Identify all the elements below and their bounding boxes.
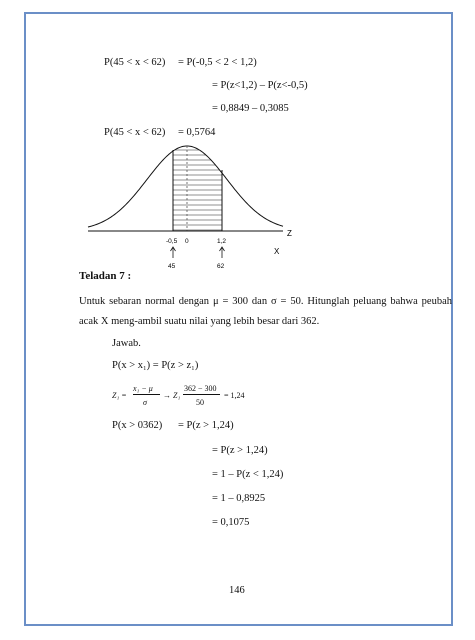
- shaded-region: [173, 150, 222, 230]
- formula-num1: x₁ − μ: [133, 384, 153, 393]
- example-heading: Teladan 7 :: [79, 270, 132, 282]
- calc-line-1-left: P(45 < x < 62): [104, 57, 166, 68]
- step-3: = 1 – P(z < 1,24): [212, 469, 284, 480]
- step-5: = 0,1075: [212, 517, 250, 528]
- answer-label: Jawab.: [112, 338, 141, 349]
- step-1-right: = P(z > 1,24): [178, 420, 234, 431]
- calc-line-1-right: = P(-0,5 < 2 < 1,2): [178, 57, 257, 68]
- x-value-left: 45: [168, 263, 176, 270]
- formula-fraction-bar-1: [133, 394, 160, 395]
- formula-arrow: → Z₁: [163, 391, 181, 400]
- calc-line-4-left: P(45 < x < 62): [104, 127, 166, 138]
- x-value-right: 62: [217, 263, 225, 270]
- formula-den2: 50: [196, 398, 204, 407]
- formula-num2: 362 − 300: [184, 384, 217, 393]
- calc-line-4-right: = 0,5764: [178, 127, 216, 138]
- formula-fraction-bar-2: [183, 394, 220, 395]
- equation-1: P(x > x₁) = P(z > z₁): [112, 360, 199, 371]
- example-problem: Untuk sebaran normal dengan μ = 300 dan σ = 50. Hitunglah peluang bahwa peubah acak X meng-ambil suatu nilai yang lebih besar dari 362.: [79, 296, 452, 327]
- step-1-left: P(x > 0362): [112, 420, 163, 431]
- calc-line-3: = 0,8849 – 0,3085: [212, 103, 289, 114]
- tick-neg: -0,5: [166, 238, 178, 245]
- page-number: 146: [229, 585, 245, 596]
- tick-zero: 0: [185, 238, 189, 245]
- x-axis-label: X: [274, 247, 280, 256]
- formula-den1: σ: [143, 398, 147, 407]
- calc-line-2: = P(z<1,2) – P(z<-0,5): [212, 80, 308, 91]
- formula-z1: Z₁ =: [112, 391, 127, 400]
- normal-curve-figure: [0, 0, 475, 280]
- step-4: = 1 – 0,8925: [212, 493, 266, 504]
- step-2: = P(z > 1,24): [212, 445, 268, 456]
- tick-pos: 1,2: [217, 238, 227, 245]
- z-axis-label: Z: [287, 229, 292, 238]
- formula-result: = 1,24: [224, 391, 245, 400]
